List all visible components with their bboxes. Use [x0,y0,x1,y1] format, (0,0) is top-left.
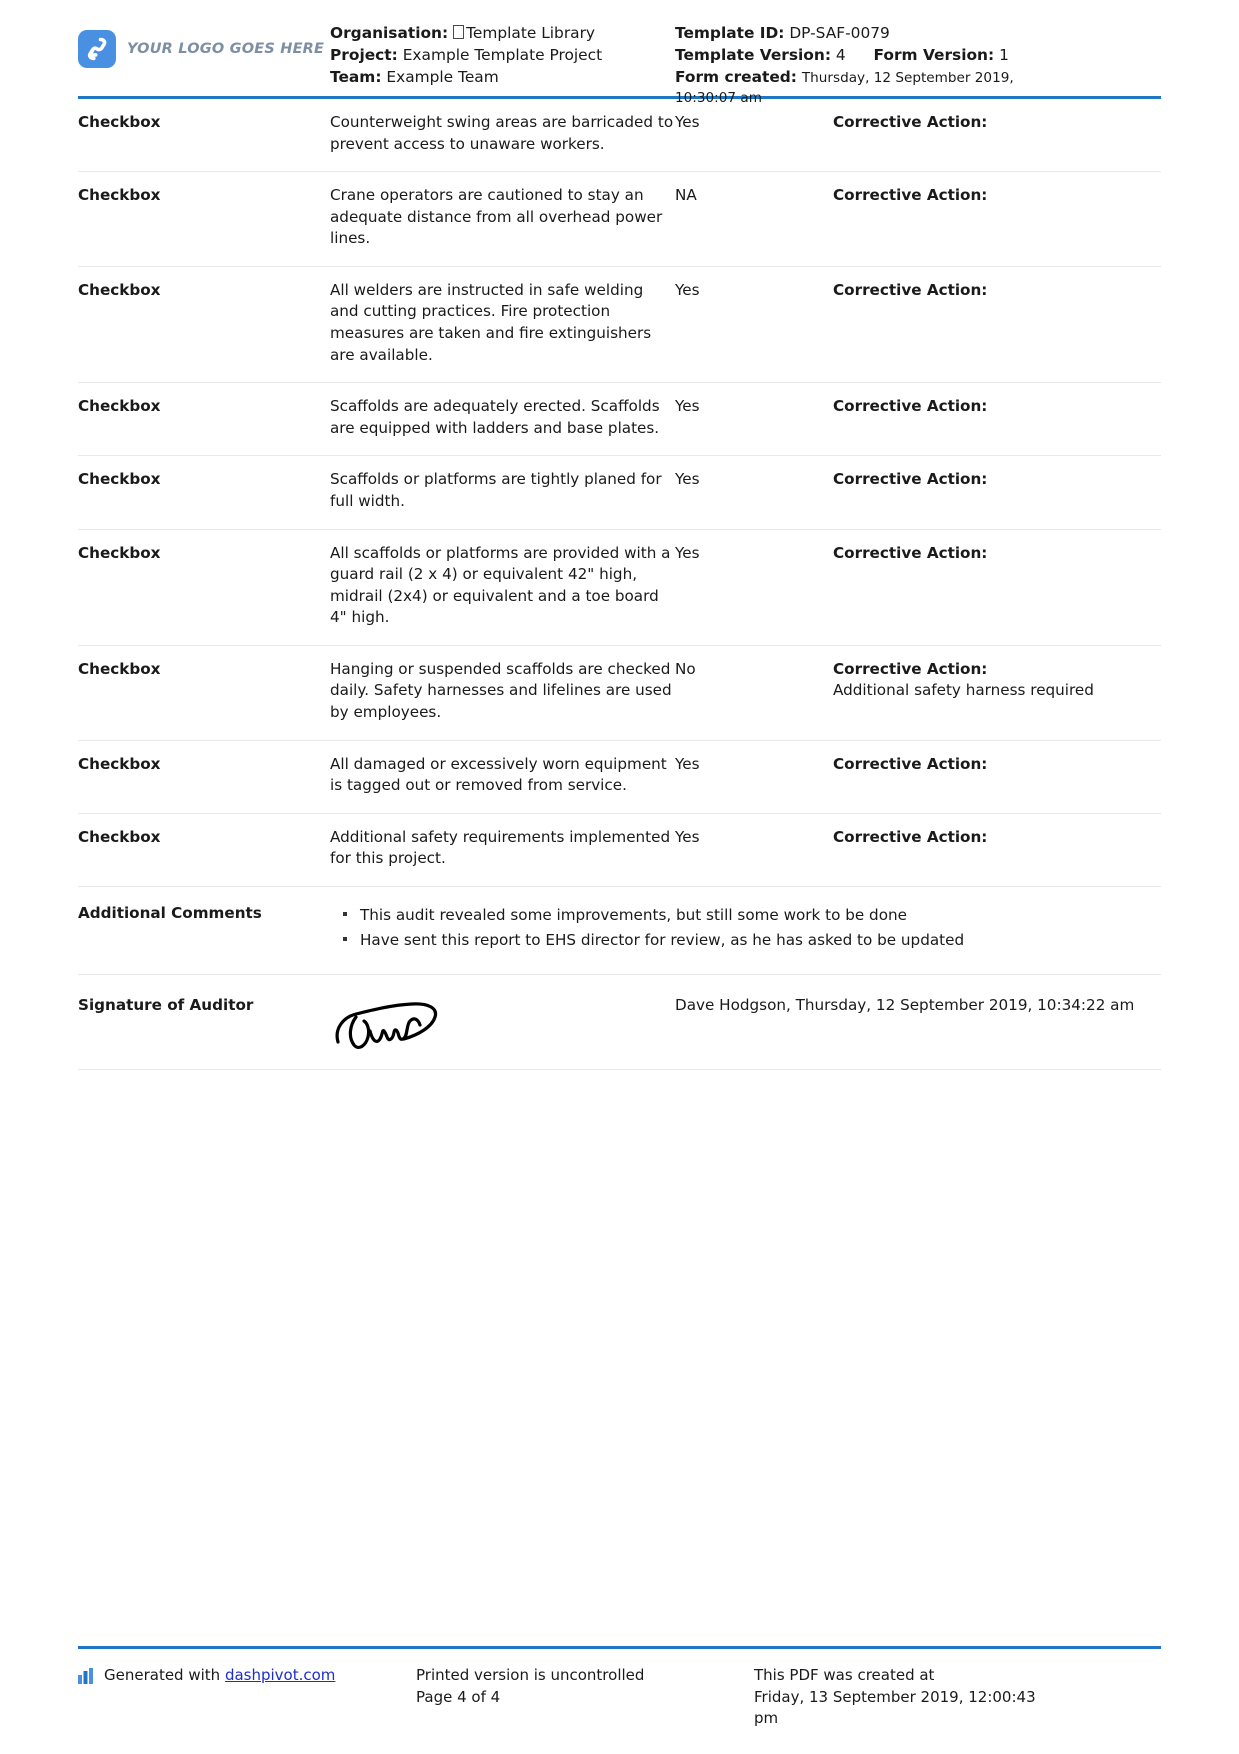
checkbox-description: Scaffolds are adequately erected. Scaffolds are equipped with ladders and base plates. [330,397,660,437]
missing-glyph-icon [453,25,464,39]
corrective-action-note: Additional safety harness required [833,681,1094,700]
additional-comments-row [78,886,1161,974]
document-header [78,0,1161,106]
template-id-label: Template ID: [675,24,785,42]
project-value: Example Template Project [402,46,603,65]
checkbox-description: Counterweight swing areas are barricaded to prevent access to unaware workers. [330,113,674,153]
project-label: Project: [330,46,398,65]
answer-value: Yes [675,280,700,299]
footer-generated-text [104,1665,335,1687]
footer-printed-line1: Printed version is uncontrolled [416,1665,645,1684]
footer-created-line3: pm [754,1709,779,1728]
checkbox-label: Checkbox [78,659,161,678]
corrective-action-cell [833,99,1161,172]
checkbox-description: Hanging or suspended scaffolds are checked daily. Safety harnesses and lifelines are used by employees. [330,659,672,721]
corrective-action-title: Corrective Action: [833,659,988,678]
checkbox-description: All welders are instructed in safe welding and cutting practices. Fire protection measures are taken and fire extinguishers are available. [330,280,652,364]
logo-block [78,22,330,68]
header-meta-left [330,22,675,89]
team-value: Example Team [386,68,499,87]
organisation-line [330,22,675,44]
template-version-value: 4 [835,46,846,65]
dashpivot-link[interactable]: dashpivot.com [224,1665,336,1684]
corrective-action-cell [833,813,1161,886]
template-version-label: Template Version: [675,46,831,65]
form-created-line [675,66,1161,89]
checkbox-label: Checkbox [78,186,161,205]
organisation-label: Organisation: [330,24,449,42]
table-row [78,645,1161,740]
version-line [675,44,1161,66]
checkbox-description: Scaffolds or platforms are tightly planed for full width. [330,470,662,510]
corrective-action-cell [833,529,1161,645]
checkbox-description: Crane operators are cautioned to stay an adequate distance from all overhead power lines. [330,186,663,248]
corrective-action-cell [833,740,1161,813]
corrective-action-title: Corrective Action: [833,280,988,299]
corrective-action-title: Corrective Action: [833,754,988,773]
form-version-label: Form Version: [873,46,995,65]
answer-value: No [675,659,696,678]
form-version-value: 1 [999,46,1009,65]
footer-created-line1: This PDF was created at [754,1665,935,1684]
corrective-action-cell [833,383,1161,456]
team-label: Team: [330,68,382,87]
form-created-value: Thursday, 12 September 2019, [801,70,1014,87]
answer-value: Yes [675,827,700,846]
signature-label: Signature of Auditor [78,996,254,1015]
corrective-action-cell [833,456,1161,529]
checkbox-label: Checkbox [78,280,161,299]
checkbox-label: Checkbox [78,827,161,846]
dashpivot-logo-icon [78,30,116,68]
checklist-table-body [78,99,1161,1070]
footer-printed [416,1665,754,1730]
checkbox-description: Additional safety requirements implemented for this project. [330,827,671,868]
checkbox-label: Checkbox [78,397,161,416]
corrective-action-title: Corrective Action: [833,186,988,205]
answer-value: Yes [675,113,700,131]
answer-value: Yes [675,470,700,489]
logo-text: YOUR LOGO GOES HERE [127,41,325,57]
checkbox-description: All damaged or excessively worn equipment is tagged out or removed from service. [330,754,667,795]
list-item: This audit revealed some improvements, but still some work to be done [360,903,1161,928]
form-created-label: Form created: [675,68,797,87]
corrective-action-cell [833,645,1161,740]
template-id-value: DP-SAF-0079 [789,24,890,42]
signature-image [330,975,675,1070]
footer-columns [78,1665,1161,1730]
table-row [78,99,1161,172]
project-line [330,44,675,66]
additional-comments-label: Additional Comments [78,903,262,922]
corrective-action-title: Corrective Action: [833,470,988,489]
footer-generated [78,1665,416,1730]
footer-created [754,1665,1054,1730]
answer-value: Yes [675,754,700,773]
table-row [78,813,1161,886]
header-meta-right [675,22,1161,108]
checkbox-description: All scaffolds or platforms are provided with a guard rail (2 x 4) or equivalent 42" high, midrail (2x4) or equivalent and a toe board 4" high. [330,543,671,627]
template-id-line [675,22,1161,44]
table-row [78,172,1161,267]
checkbox-label: Checkbox [78,113,161,131]
table-row [78,456,1161,529]
answer-value: Yes [675,543,700,562]
footer-divider [78,1646,1161,1649]
additional-comments-value [330,886,1161,974]
bar-chart-icon [78,1665,96,1684]
footer-generated-prefix: Generated with [104,1665,225,1684]
corrective-action-title: Corrective Action: [833,827,988,846]
corrective-action-title: Corrective Action: [833,113,988,131]
answer-value: NA [675,186,697,205]
table-row [78,740,1161,813]
footer-created-line2: Friday, 13 September 2019, 12:00:43 [754,1687,1036,1706]
corrective-action-cell [833,266,1161,382]
table-row [78,266,1161,382]
signature-row [78,975,1161,1070]
organisation-value: Template Library [466,24,596,42]
checkbox-label: Checkbox [78,470,161,489]
checklist-table [78,99,1161,1070]
corrective-action-title: Corrective Action: [833,397,988,416]
answer-value: Yes [675,397,700,416]
list-item: Have sent this report to EHS director for review, as he has asked to be updated [360,928,1161,953]
table-row [78,529,1161,645]
checkbox-label: Checkbox [78,754,161,773]
document-footer [78,1646,1161,1730]
corrective-action-title: Corrective Action: [833,543,988,562]
table-row [78,383,1161,456]
corrective-action-cell [833,172,1161,267]
team-line [330,66,675,88]
checkbox-label: Checkbox [78,543,161,562]
comments-list [330,903,1161,952]
footer-page-number: Page 4 of 4 [416,1687,501,1706]
form-created-time: 10:30:07 am [675,89,762,106]
signature-meta: Dave Hodgson, Thursday, 12 September 2019, 10:34:22 am [675,996,1135,1015]
